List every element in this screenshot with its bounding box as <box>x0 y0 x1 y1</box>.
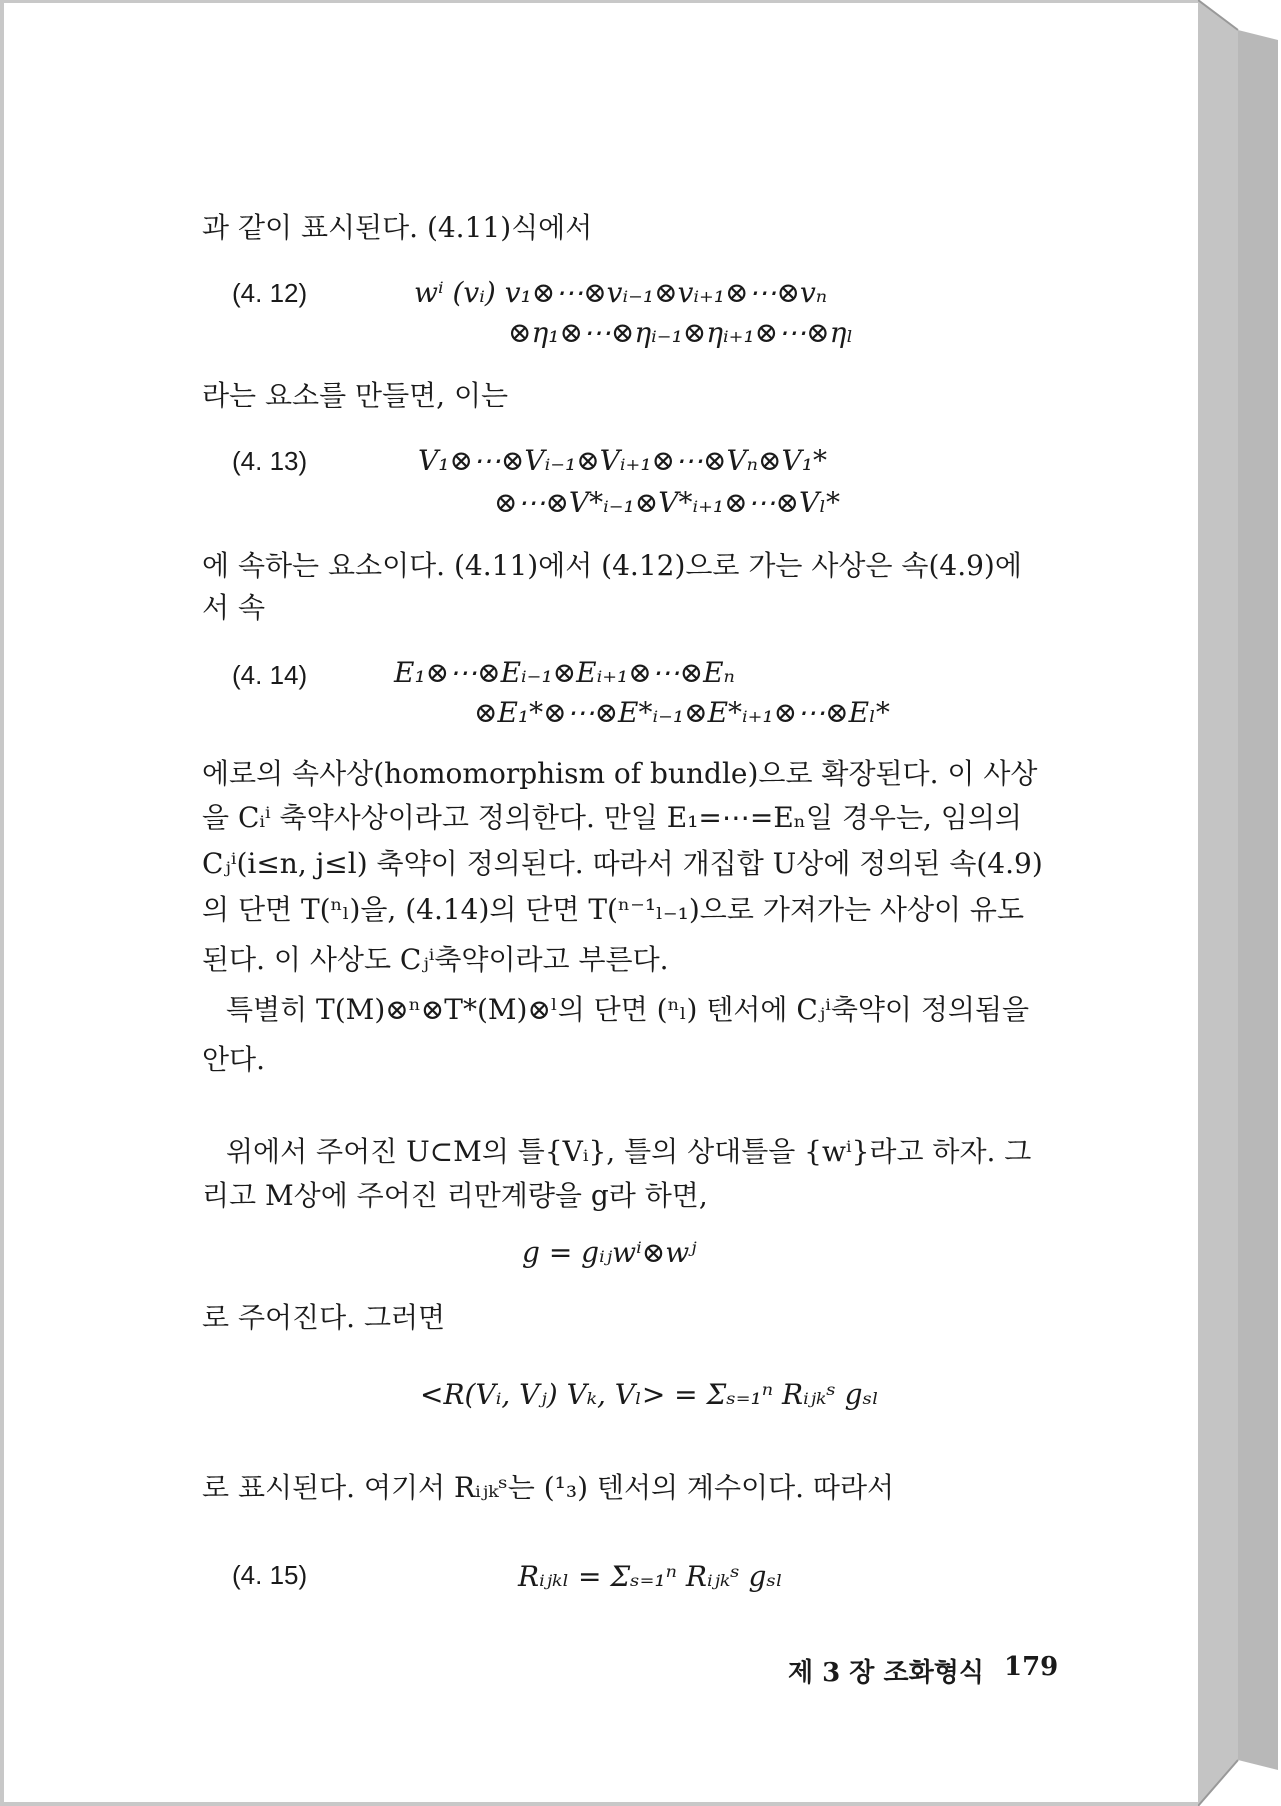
page-number: 179 <box>1004 1652 1059 1682</box>
equation-number: (4. 12) <box>232 278 308 308</box>
text-line: 위에서 주어진 U⊂M의 틀{Vᵢ}, 틀의 상대틀을 {wⁱ}라고 하자. 그 <box>226 1135 1032 1168</box>
text-line: 을 Cᵢⁱ 축약사상이라고 정의한다. 만일 E₁=⋯=Eₙ일 경우는, 임의의 <box>202 801 1022 834</box>
equation-line: V₁⊗⋯⊗Vᵢ₋₁⊗Vᵢ₊₁⊗⋯⊗Vₙ⊗V₁* <box>418 444 827 477</box>
chapter-footer: 제 3 장 조화형식 <box>788 1658 984 1688</box>
text-line: 에로의 속사상(homomorphism of bundle)으로 확장된다. 이 사상 <box>202 757 1038 790</box>
equation-line: ⊗η₁⊗⋯⊗ηᵢ₋₁⊗ηᵢ₊₁⊗⋯⊗ηₗ <box>508 316 854 349</box>
equation-number: (4. 13) <box>232 446 308 476</box>
equation-number: (4. 14) <box>232 660 308 690</box>
equation-line: <R(Vᵢ, Vⱼ) Vₖ, Vₗ> = Σₛ₌₁ⁿ Rᵢⱼₖˢ gₛₗ <box>420 1378 879 1411</box>
text-line: 로 표시된다. 여기서 Rᵢⱼₖˢ는 (¹₃) 텐서의 계수이다. 따라서 <box>202 1471 895 1504</box>
book-spine <box>1198 0 1281 1806</box>
equation-number: (4. 15) <box>232 1560 308 1590</box>
text-line: Cⱼⁱ(i≤n, j≤l) 축약이 정의된다. 따라서 개집합 U상에 정의된 속(4.9) <box>202 847 1043 880</box>
text-line: 라는 요소를 만들면, 이는 <box>202 379 509 412</box>
text-line: 에 속하는 요소이다. (4.11)에서 (4.12)으로 가는 사상은 속(4.9)에 <box>202 549 1022 582</box>
equation-line: g = gᵢⱼwⁱ⊗wʲ <box>522 1236 697 1269</box>
equation-line: E₁⊗⋯⊗Eᵢ₋₁⊗Eᵢ₊₁⊗⋯⊗Eₙ <box>394 656 735 689</box>
text-line: 리고 M상에 주어진 리만계량을 g라 하면, <box>202 1179 708 1212</box>
equation-line: Rᵢⱼₖₗ = Σₛ₌₁ⁿ Rᵢⱼₖˢ gₛₗ <box>518 1560 783 1593</box>
equation-line: ⊗⋯⊗V*ᵢ₋₁⊗V*ᵢ₊₁⊗⋯⊗Vₗ* <box>494 486 841 519</box>
text-line: 과 같이 표시된다. (4.11)식에서 <box>202 211 593 244</box>
equation-line: ⊗E₁*⊗⋯⊗E*ᵢ₋₁⊗E*ᵢ₊₁⊗⋯⊗Eₗ* <box>474 696 890 729</box>
text-line: 특별히 T(M)⊗ⁿ⊗T*(M)⊗ˡ의 단면 (ⁿₗ) 텐서에 Cⱼⁱ축약이 정의됨을 <box>226 993 1030 1026</box>
equation-line: wⁱ (vᵢ) v₁⊗⋯⊗vᵢ₋₁⊗vᵢ₊₁⊗⋯⊗vₙ <box>414 276 828 309</box>
text-line: 된다. 이 사상도 Cⱼⁱ축약이라고 부른다. <box>202 943 669 976</box>
text-line: 안다. <box>202 1043 265 1076</box>
text-line: 서 속 <box>202 591 265 624</box>
text-line: 로 주어진다. 그러면 <box>202 1301 446 1334</box>
text-line: 의 단면 T(ⁿₗ)을, (4.14)의 단면 T(ⁿ⁻¹ₗ₋₁)으로 가져가는 사상이 유도 <box>202 893 1025 926</box>
